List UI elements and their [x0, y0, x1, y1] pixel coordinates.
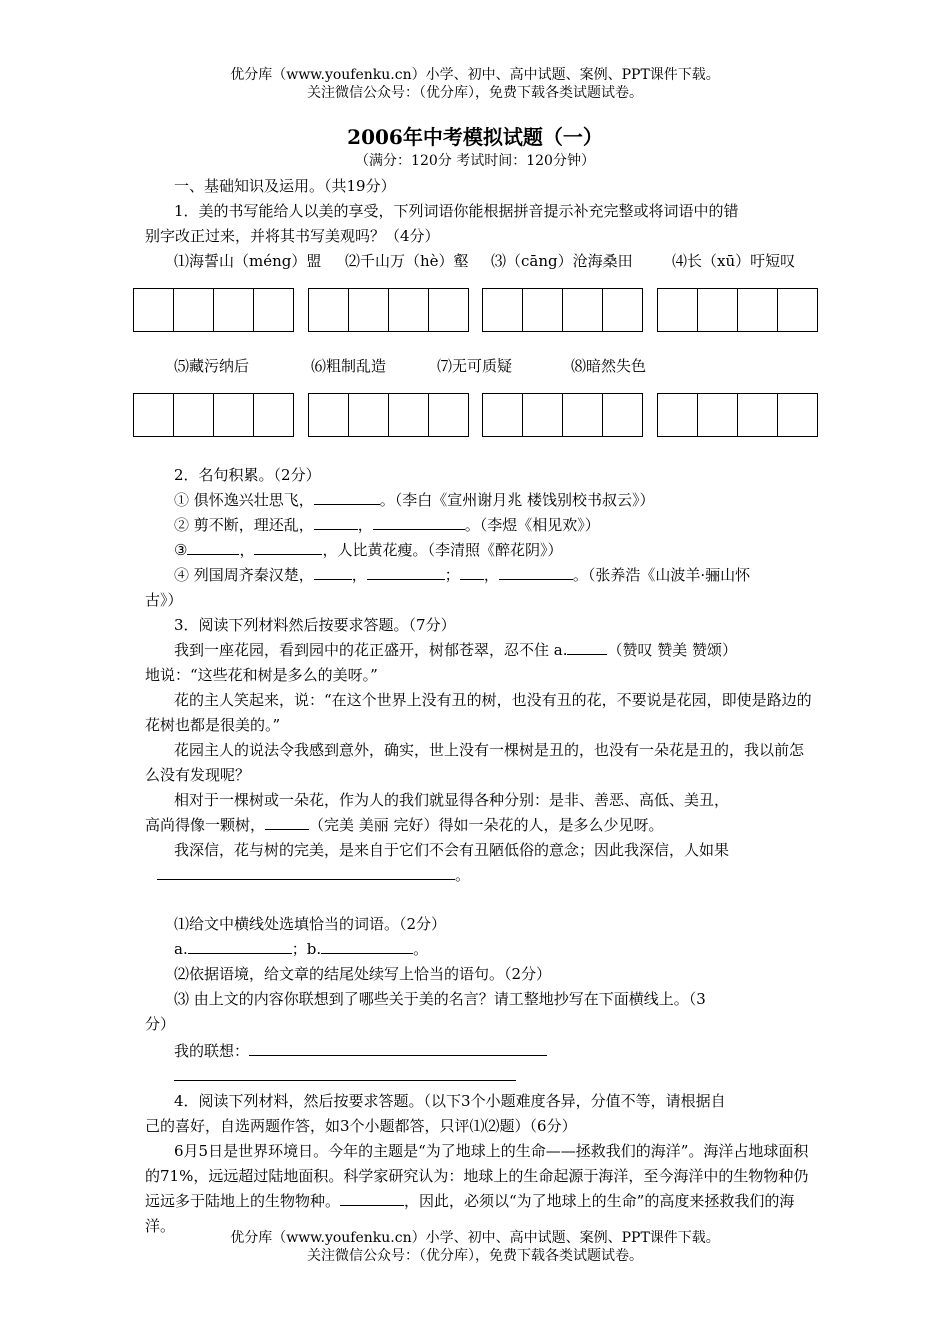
page-header	[0, 66, 950, 102]
q3-sub-2: ⑵依据语境，给文章的结尾处续写上恰当的语句。（2分）	[174, 965, 552, 983]
q4-stem-line1: 4．阅读下列材料，然后按要求答题。（以下3个小题难度各异，分值不等，请根据自	[174, 1092, 726, 1110]
answer-grid[interactable]	[657, 393, 818, 437]
exam-subtitle: （满分：120分 考试时间：120分钟）	[355, 153, 595, 169]
q1-word-1: ⑴海誓山（méng）盟	[174, 252, 322, 270]
q3-para-5: 我深信，花与树的完美，是来自于它们不会有丑陋低俗的意念；因此我深信，人如果	[174, 841, 730, 859]
q2-line-2: ② 剪不断，理还乱， ， 。（李煜《相见欢》）	[145, 513, 817, 538]
answer-grid[interactable]	[133, 393, 294, 437]
exam-title: 2006年中考模拟试题（一）	[347, 125, 603, 149]
q1-word-8: ⑻暗然失色	[571, 357, 647, 375]
q1-word-3: ⑶（cāng）沧海桑田	[491, 252, 633, 270]
q3-para-5-cont: 。	[145, 863, 817, 888]
q3-para-4-cont: 高尚得像一颗树， （完美 美丽 完好）得如一朵花的人，是多么少见呀。	[145, 813, 817, 838]
q3-sub-1: ⑴给文中横线处选填恰当的词语。（2分）	[174, 915, 447, 933]
blank[interactable]	[314, 488, 380, 505]
blank[interactable]	[187, 538, 239, 555]
blank[interactable]	[174, 1064, 516, 1081]
q2-stem: 2．名句积累。（2分）	[174, 466, 321, 484]
q3-para-3: 花园主人的说法令我感到意外，确实，世上没有一棵树是丑的，也没有一朵花是丑的，我以前怎么没有发现呢？	[145, 741, 805, 784]
blank[interactable]	[321, 937, 413, 954]
q2-line-4: ④ 列国周齐秦汉楚， ， ； ， 。（张养浩《山波羊·骊山怀	[145, 563, 817, 588]
q1-word-2: ⑵千山万（hè）壑	[345, 252, 469, 270]
footer-line-2: 关注微信公众号：（优分库），免费下载各类试题试卷。	[307, 1248, 643, 1264]
answer-grid[interactable]	[482, 288, 643, 332]
blank[interactable]	[157, 863, 455, 880]
blank[interactable]	[314, 563, 352, 580]
q1-word-4: ⑷长（xū）吁短叹	[672, 252, 796, 270]
q3-para-1: 我到一座花园，看到园中的花正盛开，树郁苍翠，忍不住 a. （赞叹 赞美 赞颂）	[145, 638, 817, 663]
blank[interactable]	[188, 937, 292, 954]
q1-word-6: ⑹粗制乱造	[311, 357, 387, 375]
q1-stem-line2: 别字改正过来，并将其书写美观吗？（4分）	[145, 227, 440, 245]
q3-stem: 3．阅读下列材料然后按要求答题。（7分）	[174, 616, 456, 634]
blank[interactable]	[460, 563, 484, 580]
answer-grid[interactable]	[308, 288, 469, 332]
q4-para-1: 6月5日是世界环境日。今年的主题是“为了地球上的生命——拯救我们的海洋”。海洋占地球面积的71%，远远超过陆地面积。科学家研究认为：地球上的生命起源于海洋，至今海洋中的生物物种仍远远多于陆地上的生物物种。 ，因此，必须以“为了地球上的生命”的高度来拯救我们的海洋。	[145, 1142, 809, 1235]
answer-grid[interactable]	[133, 288, 294, 332]
answer-grid-row-2	[133, 393, 818, 437]
q3-sub-1-answers: a. ；b. 。	[145, 937, 817, 962]
blank[interactable]	[367, 563, 445, 580]
blank[interactable]	[499, 563, 573, 580]
answer-grid[interactable]	[657, 288, 818, 332]
q1-words-row-1	[145, 249, 817, 274]
blank[interactable]	[265, 813, 309, 830]
q3-association: 我的联想：	[145, 1039, 817, 1064]
answer-grid[interactable]	[482, 393, 643, 437]
q1-stem-line1: 1．美的书写能给人以美的享受，下列词语你能根据拼音提示补充完整或将词语中的错	[174, 202, 739, 220]
q1-word-7: ⑺无可质疑	[437, 357, 513, 375]
answer-grid-row-1	[133, 288, 818, 332]
blank[interactable]	[373, 513, 465, 530]
header-line-1: 优分库（www.youfenku.cn）小学、初中、高中试题、案例、PPT课件下载。	[230, 67, 720, 83]
q3-sub-3-cont: 分）	[145, 1015, 176, 1033]
q2-line-3: ③ ， ，人比黄花瘦。（李清照《醉花阴》）	[145, 538, 817, 563]
q2-line-1: ① 俱怀逸兴壮思飞， 。（李白《宣州谢月兆 楼饯别校书叔云》）	[145, 488, 817, 513]
blank[interactable]	[340, 1189, 404, 1206]
q1-word-5: ⑸藏污纳后	[174, 357, 250, 375]
exam-content	[145, 174, 817, 1239]
q3-para-2: 花的主人笑起来，说：“在这个世界上没有丑的树，也没有丑的花，不要说是花园，即使是路边的花树也都是很美的。”	[145, 691, 812, 734]
section-heading: 一、基础知识及运用。（共19分）	[174, 177, 396, 195]
q4-stem-line2: 己的喜好，自选两题作答，如3个小题都答，只评⑴⑵题）（6分）	[145, 1117, 577, 1135]
footer-line-1: 优分库（www.youfenku.cn）小学、初中、高中试题、案例、PPT课件下载。	[230, 1230, 720, 1246]
q3-para-4: 相对于一棵树或一朵花，作为人的我们就显得各种分别：是非、善恶、高低、美丑，	[174, 791, 730, 809]
page-footer	[0, 1229, 950, 1265]
blank[interactable]	[254, 538, 322, 555]
blank[interactable]	[567, 638, 607, 655]
answer-grid[interactable]	[308, 393, 469, 437]
q3-para-1-cont: 地说：“这些花和树是多么的美呀。”	[145, 666, 378, 684]
header-line-2: 关注微信公众号：（优分库），免费下载各类试题试卷。	[307, 85, 643, 101]
blank[interactable]	[314, 513, 358, 530]
q2-line-4-cont: 古》）	[145, 591, 183, 609]
q3-association-line2	[145, 1064, 817, 1089]
q3-sub-3: ⑶ 由上文的内容你联想到了哪些关于美的名言？请工整地抄写在下面横线上。（3	[174, 990, 706, 1008]
blank[interactable]	[249, 1039, 547, 1056]
q1-words-row-2	[145, 354, 817, 379]
